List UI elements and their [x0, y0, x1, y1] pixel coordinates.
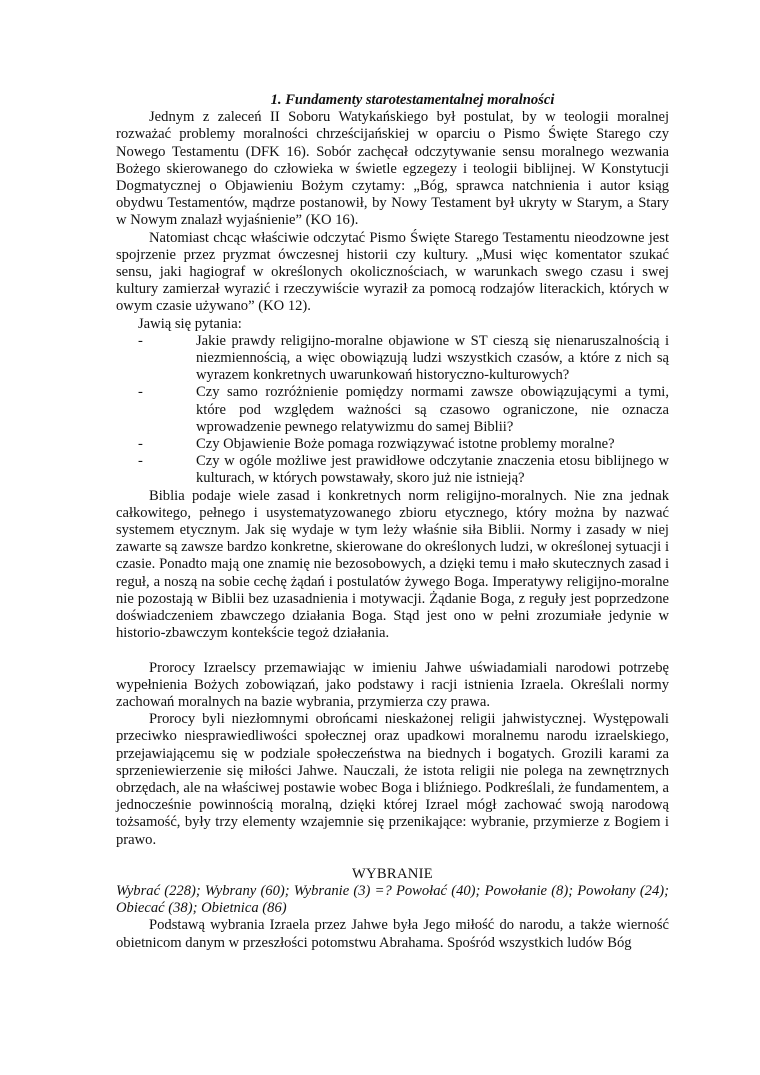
paragraph-biblia: Biblia podaje wiele zasad i konkretnych norm religijno-moralnych. Nie zna jednak całkowitego, pełnego i usystematyzowanego zbioru etycznego, który można by nazwać systemem etycznym. Jak się wydaje w tym leży właśnie siła Biblii. Normy i zasady w niej zawarte są zawsze bardzo konkretne, skierowane do określonych ludzi, w określonej sytuacji i czasie. Ponadto mają one znamię nie bezosobowych, a dzięki temu i mało skutecznych zasad i reguł, a noszą na sobie cechę żądań i postulatów żywego Boga. Imperatywy religijno-moralne nie pozostają w Biblii bez uzasadnienia i motywacji. Żądanie Boga, z reguły jest poprzedzone doświadczeniem zbawczego działania Boga. Stąd jest ono w pełni zrozumiałe jedynie w historio-zbawczym kontekście tegoż działania. [116, 487, 669, 642]
document-page [116, 92, 669, 952]
paragraph-gap [116, 643, 669, 660]
paragraph-gap [116, 849, 669, 866]
list-dash: - [138, 384, 143, 401]
list-dash: - [138, 436, 143, 453]
question-item [116, 436, 669, 453]
paragraph-intro-2: Natomiast chcąc właściwie odczytać Pismo Święte Starego Testamentu nieodzowne jest spojrzenie przez pryzmat ówczesnej historii czy kultury. „Musi więc komentator szukać sensu, jaki hagiograf w określonych okolicznościach, w warunkach swego czasu i swej kultury zamierzał wyrazić i rzeczywiście wyraził za pomocą rodzajów literackich, których w owym czasie używano” (KO 12). [116, 229, 669, 315]
question-item [116, 333, 669, 385]
paragraph-prophets-2: Prorocy byli niezłomnymi obrońcami nieskażonej religii jahwistycznej. Występowali przeciwko niesprawiedliwości społecznej oraz upadkowi moralnemu narodu izraelskiego, przejawiającemu się w podziale społeczeństwa na biednych i bogatych. Grozili karami za sprzeniewierzenie się miłości Jahwe. Nauczali, że istota religii nie polega na zewnętrznych obrzędach, ale na właściwej postawie wobec Boga i bliźniego. Podkreślali, że fundamentem, a jednocześnie powinnością moralną, dzięki której Izrael mógł zachować swoją narodową tożsamość, były trzy elementy wzajemnie się przenikające: wybranie, przymierze z Bogiem i prawo. [116, 711, 669, 848]
list-dash: - [138, 332, 143, 349]
question-item [116, 453, 669, 487]
questions-list [116, 333, 669, 488]
question-text: Czy w ogóle możliwe jest prawidłowe odczytanie znaczenia etosu biblijnego w kulturach, w których powstawały, skoro już nie istnieją? [196, 453, 669, 487]
question-text: Czy Objawienie Boże pomaga rozwiązywać istotne problemy moralne? [196, 436, 615, 453]
subsection-heading: WYBRANIE [351, 865, 434, 882]
questions-intro: Jawią się pytania: [138, 315, 242, 332]
question-item [116, 384, 669, 436]
question-text: Czy samo rozróżnienie pomiędzy normami zawsze obowiązującymi a tymi, które pod względem ważności są czasowo ograniczone, nie oznacza wprowadzenie pewnego relatywizmu do samej Biblii? [196, 384, 669, 435]
paragraph-wybranie: Podstawą wybrania Izraela przez Jahwe była Jego miłość do narodu, a także wierność obietnicom danym w przeszłości potomstwu Abrahama. Spośród wszystkich ludów Bóg [116, 917, 669, 951]
section-title: 1. Fundamenty starotestamentalnej moralności [270, 92, 555, 108]
question-text: Jakie prawdy religijno-moralne objawione w ST cieszą się nienaruszalnością i niezmiennością, a więc obowiązują ludzi wszystkich czasów, a które z nich są wyrazem konkretnych uwarunkowań historyczno-kulturowych? [196, 332, 669, 384]
list-dash: - [138, 453, 143, 470]
paragraph-intro-1: Jednym z zaleceń II Soboru Watykańskiego był postulat, by w teologii moralnej rozważać problemy moralności chrześcijańskiej w oparciu o Pismo Święte Starego czy Nowego Testamentu (DFK 16). Sobór zachęcał odczytywanie sensu moralnego wezwania Bożego skierowanego do człowieka w świetle egzegezy i teologii biblijnej. W Konstytucji Dogmatycznej o Objawieniu Bożym czytamy: „Bóg, sprawca natchnienia i autor ksiąg obydwu Testamentów, mądrze postanowił, by Nowy Testament był ukryty w Starym, a Stary w Nowym znalazł wyjaśnienie” (KO 16). [116, 109, 669, 229]
keyword-list: Wybrać (228); Wybrany (60); Wybranie (3) =? Powołać (40); Powołanie (8); Powołany (24); Obiecać (38); Obietnica (86) [116, 882, 669, 917]
paragraph-prophets-1: Prorocy Izraelscy przemawiając w imieniu Jahwe uświadamiali narodowi potrzebę wypełnienia Bożych zobowiązań, jako podstawy i racji istnienia Izraela. Określali normy zachowań moralnych na bazie wybrania, przymierza czy prawa. [116, 659, 669, 710]
